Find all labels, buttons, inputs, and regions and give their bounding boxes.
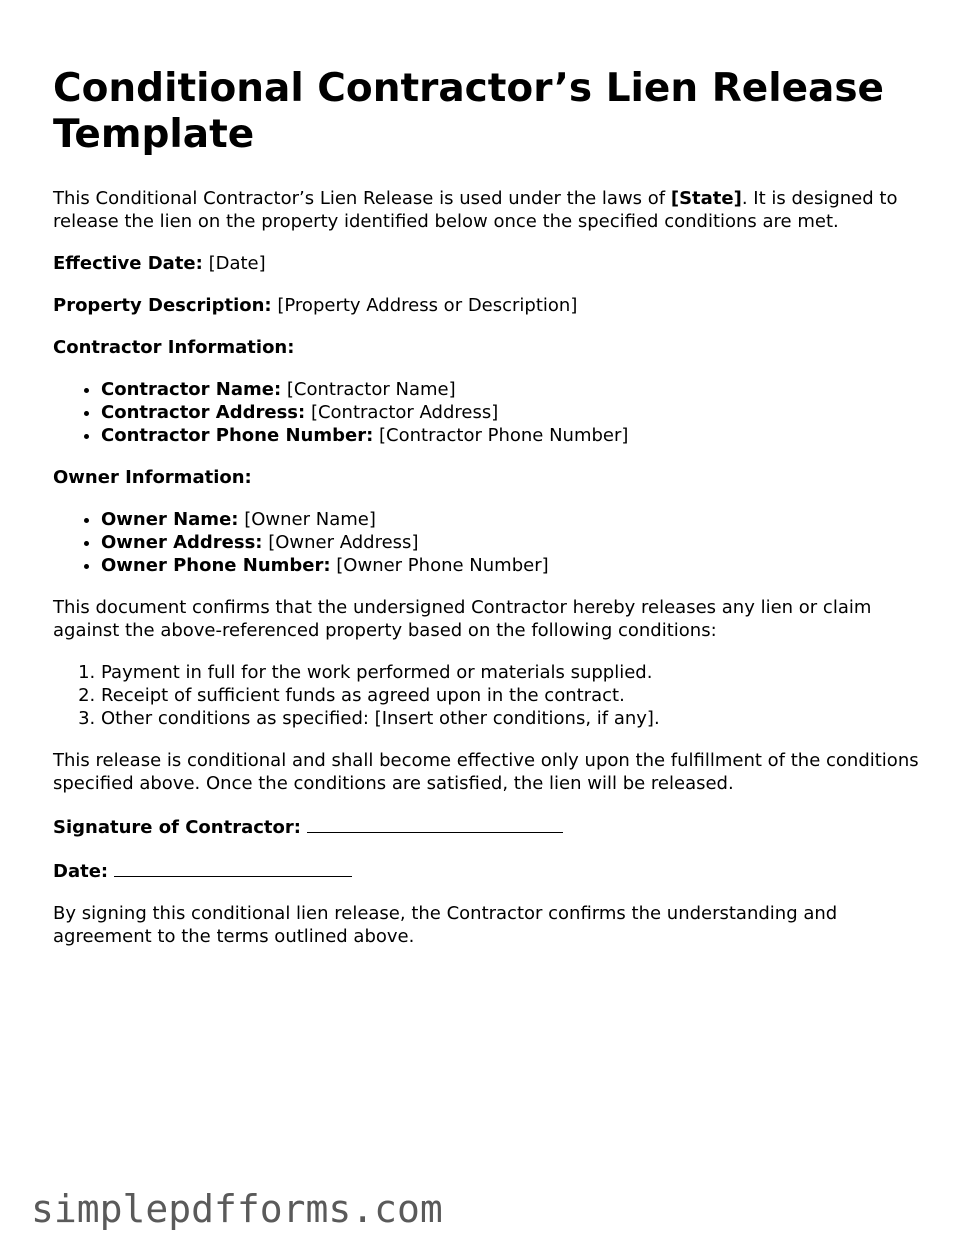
list-item [101, 424, 933, 447]
owner-info-heading: Owner Information: [53, 467, 252, 488]
property-description-field [53, 294, 933, 317]
watermark: simplepdfforms.com [31, 1187, 443, 1231]
list-item [101, 401, 933, 424]
contractor-name-label: Contractor Name: [101, 379, 282, 400]
contractor-name-value: [Contractor Name] [281, 379, 456, 400]
condition-item: 3. Other conditions as specified: [Insert other conditions, if any]. [101, 707, 933, 730]
list-item [101, 531, 933, 554]
contractor-address-value: [Contractor Address] [305, 402, 499, 423]
owner-name-value: [Owner Name] [238, 509, 376, 530]
owner-phone-value: [Owner Phone Number] [330, 555, 549, 576]
effective-date-value: [Date] [202, 253, 266, 274]
intro-text-after: . It is designed to release the lien on the property identified below once the specified conditions are met. [53, 188, 898, 232]
closing-paragraph: By signing this conditional lien release, the Contractor confirms the understanding and agreement to the terms outlined above. [53, 903, 838, 947]
owner-address-label: Owner Address: [101, 532, 263, 553]
date-line[interactable] [114, 858, 352, 877]
signature-field [53, 814, 933, 839]
signature-label: Signature of Contractor: [53, 817, 301, 838]
conditions-list [53, 661, 933, 730]
intro-paragraph [53, 187, 933, 233]
list-item [101, 508, 933, 531]
owner-phone-label: Owner Phone Number: [101, 555, 331, 576]
owner-name-label: Owner Name: [101, 509, 239, 530]
list-item [101, 378, 933, 401]
signature-line[interactable] [307, 814, 563, 833]
intro-text-before: This Conditional Contractor’s Lien Release is used under the laws of [53, 188, 671, 209]
property-description-label: Property Description: [53, 295, 272, 316]
contractor-info-list [53, 378, 933, 447]
contractor-address-label: Contractor Address: [101, 402, 306, 423]
effective-date-field [53, 252, 933, 275]
contractor-phone-label: Contractor Phone Number: [101, 425, 374, 446]
condition-item: 2. Receipt of sufficient funds as agreed upon in the contract. [101, 684, 933, 707]
document-title: Conditional Contractor’s Lien Release Template [53, 66, 884, 157]
list-item [101, 554, 933, 577]
contractor-info-heading: Contractor Information: [53, 337, 295, 358]
effective-date-label: Effective Date: [53, 253, 203, 274]
date-field [53, 858, 933, 883]
date-label: Date: [53, 861, 109, 882]
owner-address-value: [Owner Address] [262, 532, 419, 553]
confirmation-paragraph: This document confirms that the undersigned Contractor hereby releases any lien or claim against the above-referenced property based on the following conditions: [53, 597, 872, 641]
state-placeholder: [State] [670, 188, 742, 209]
property-description-value: [Property Address or Description] [271, 295, 578, 316]
owner-info-list [53, 508, 933, 577]
contractor-phone-value: [Contractor Phone Number] [373, 425, 629, 446]
document-page [53, 66, 933, 948]
conditional-paragraph: This release is conditional and shall become effective only upon the fulfillment of the conditions specified above. Once the conditions are satisfied, the lien will be released. [53, 750, 919, 794]
condition-item: 1. Payment in full for the work performed or materials supplied. [101, 661, 933, 684]
